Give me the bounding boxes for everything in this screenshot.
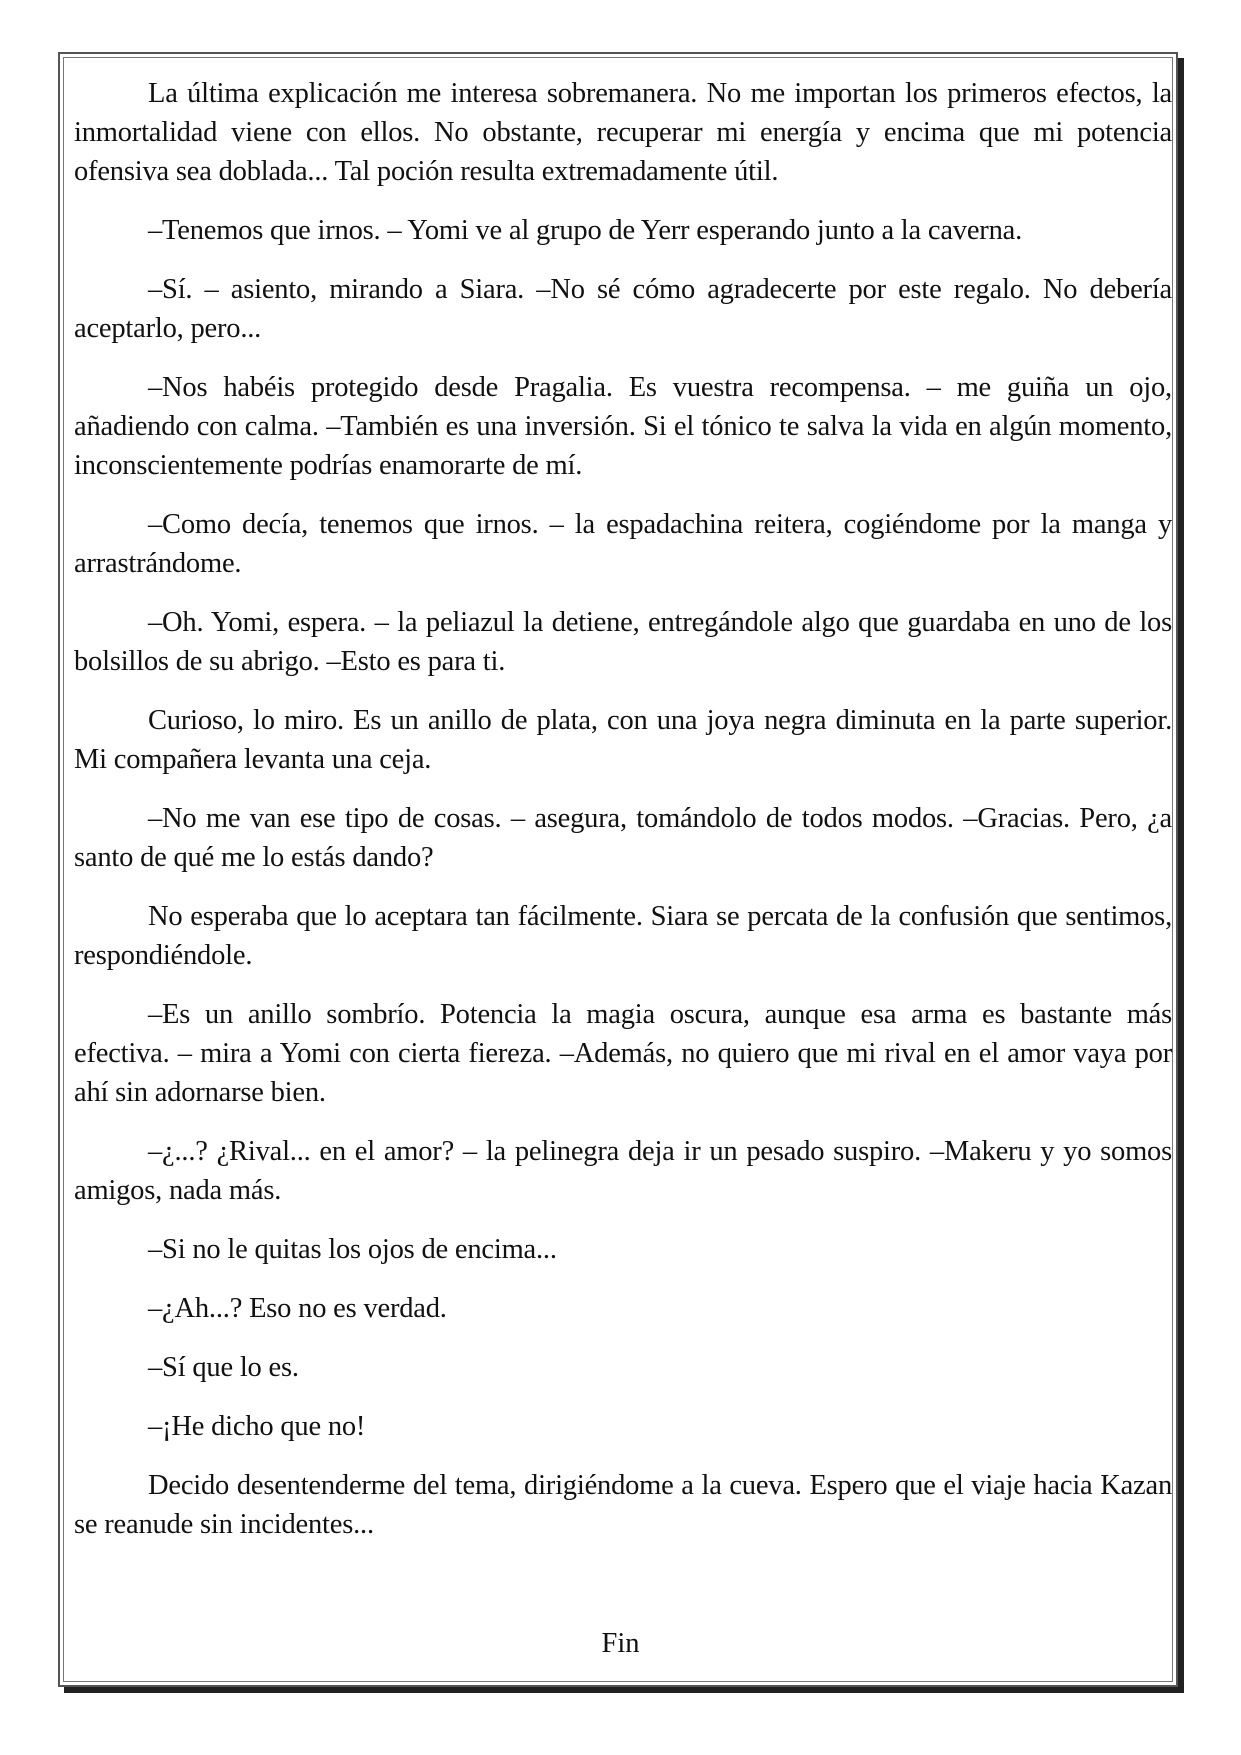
closing-fin: Fin	[601, 1628, 640, 1659]
paragraph: No esperaba que lo aceptara tan fácilmente. Siara se percata de la confusión que sentimos, respondiéndole.	[74, 901, 1172, 971]
paragraph: –Sí. – asiento, mirando a Siara. –No sé cómo agradecerte por este regalo. No debería aceptarlo, pero...	[74, 274, 1172, 344]
paragraph: Decido desentenderme del tema, dirigiéndome a la cueva. Espero que el viaje hacia Kazan se reanude sin incidentes...	[74, 1470, 1172, 1540]
paragraph: –Si no le quitas los ojos de encima...	[148, 1234, 557, 1265]
paragraph: –No me van ese tipo de cosas. – asegura, tomándolo de todos modos. –Gracias. Pero, ¿a santo de qué me lo estás dando?	[74, 803, 1172, 873]
paragraph: –Nos habéis protegido desde Pragalia. Es vuestra recompensa. – me guiña un ojo, añadiendo con calma. –También es una inversión. Si el tónico te salva la vida en algún momento, inconscientemente podrías enamorarte de mí.	[74, 372, 1172, 481]
paragraph: –Sí que lo es.	[148, 1352, 299, 1383]
paragraph: –Como decía, tenemos que irnos. – la espadachina reitera, cogiéndome por la manga y arrastrándome.	[74, 509, 1172, 579]
paragraph: –Oh. Yomi, espera. – la peliazul la detiene, entregándole algo que guardaba en uno de los bolsillos de su abrigo. –Esto es para ti.	[74, 607, 1172, 677]
paragraph: –¿...? ¿Rival... en el amor? – la pelinegra deja ir un pesado suspiro. –Makeru y yo somos amigos, nada más.	[74, 1136, 1172, 1206]
paragraph: –¡He dicho que no!	[148, 1411, 366, 1442]
paragraph: –Tenemos que irnos. – Yomi ve al grupo de Yerr esperando junto a la caverna.	[148, 215, 1023, 246]
paragraph: Curioso, lo miro. Es un anillo de plata, con una joya negra diminuta en la parte superior. Mi compañera levanta una ceja.	[74, 705, 1172, 775]
paragraph: La última explicación me interesa sobremanera. No me importan los primeros efectos, la inmortalidad viene con ellos. No obstante, recuperar mi energía y encima que mi potencia ofensiva sea doblada... Tal poción resulta extremadamente útil.	[74, 78, 1172, 187]
paragraph: –Es un anillo sombrío. Potencia la magia oscura, aunque esa arma es bastante más efectiva. – mira a Yomi con cierta fiereza. –Además, no quiero que mi rival en el amor vaya por ahí sin adornarse bien.	[74, 999, 1172, 1108]
paragraph: –¿Ah...? Eso no es verdad.	[148, 1293, 447, 1324]
document-body	[74, 74, 1172, 1544]
